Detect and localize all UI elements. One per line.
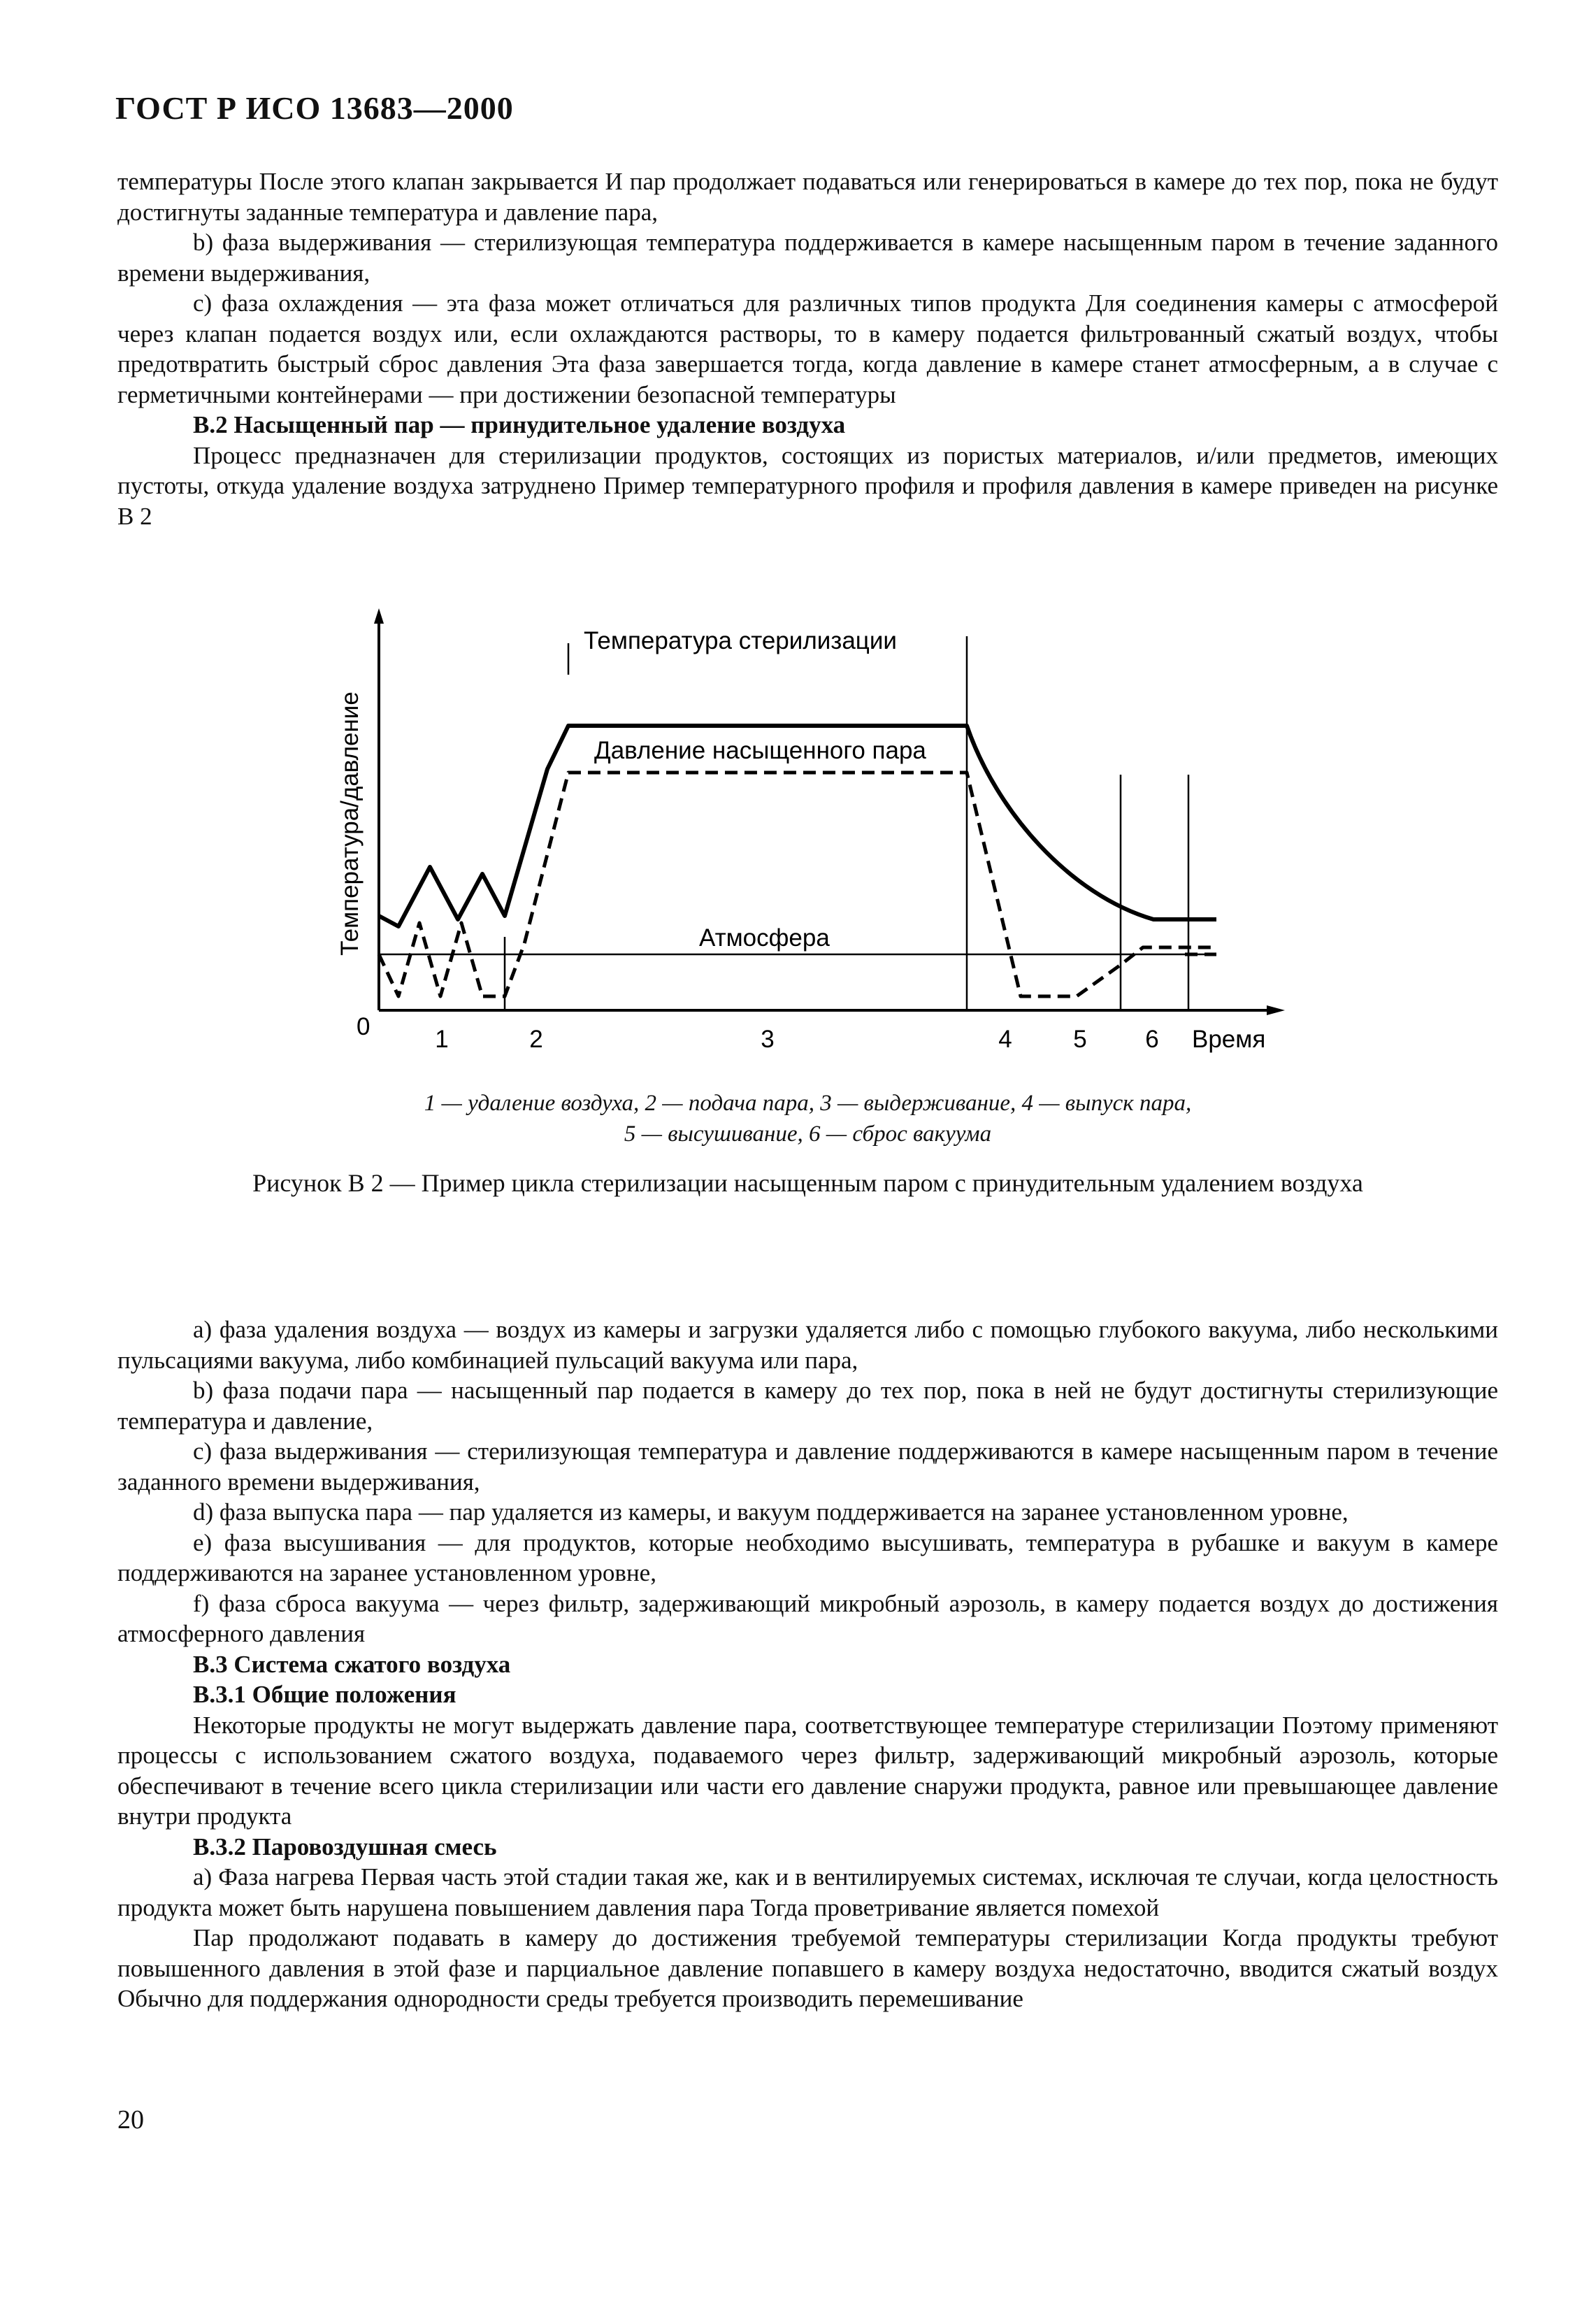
paragraph-compressed-air-general: Некоторые продукты не могут выдержать давление пара, соответствующее температуре стерилизации Поэтому применяют процессы с использованием сжатого воздуха, подаваемого через фильтр, задерживающий микробный аэрозоль, которые обеспечивают в течение всего цикла стерилизации или части его давление снаружи продукта, равное или превышающее давление внутри продукта (117, 1711, 1498, 1830)
paragraph-steam-continued: Пар продолжают подавать в камеру до достижения требуемой температуры стерилизации Когда продукты требуют повышенного давления в этой фазе и парциальное давление попавшего в камеру воздуха недостаточно, вводится сжатый воздух Обычно для поддержания однородности среды требуется производить перемешивание (117, 1924, 1498, 2012)
paragraph-temperature-continued: температуры После этого клапан закрывается И пар продолжает подаваться или генерироваться в камере до тех пор, пока не будут достигнуты заданные температура и давление пара, (117, 168, 1498, 226)
top-text-block (117, 166, 1498, 531)
paragraph-cooling-phase: c) фаза охлаждения — эта фаза может отличаться для различных типов продукта Для соединения камеры с атмосферой через клапан подается воздух или, если охлаждаются растворы, то в камеру подается фильтрованный сжатый воздух, чтобы предотвратить быстрый сброс давления Эта фаза завершается тогда, когда давление в камере станет атмосферным, а в случае с герметичными контейнерами — при достижении безопасной температуры (117, 289, 1498, 408)
figure-legend-line-1: 1 — удаление воздуха, 2 — подача пара, 3 — выдерживание, 4 — выпуск пара, (424, 1091, 1192, 1116)
paragraph-vacuum-release-phase: f) фаза сброса вакуума — через фильтр, задерживающий микробный аэрозоль, в камеру подается воздух до достижения атмосферного давления (117, 1589, 1498, 1647)
phase-label-2: 2 (529, 1026, 543, 1053)
label-atmosphere: Атмосфера (699, 924, 830, 952)
section-heading-b3: B.3 Система сжатого воздуха (193, 1650, 511, 1678)
paragraph-drying-phase: e) фаза высушивания — для продуктов, которые необходимо высушивать, температура в рубашке и вакуум в камере поддерживаются на заранее установленном уровне, (117, 1528, 1498, 1586)
section-heading-b31: B.3.1 Общие положения (193, 1681, 456, 1708)
phase-label-3: 3 (761, 1026, 775, 1053)
section-heading-b2: B.2 Насыщенный пар — принудительное удаление воздуха (193, 411, 846, 438)
paragraph-holding-phase: b) фаза выдерживания — стерилизующая температура поддерживается в камере насыщенным паром в течение заданного времени выдерживания, (117, 229, 1498, 287)
origin-label: 0 (357, 1013, 371, 1040)
y-axis-arrow (374, 608, 384, 624)
paragraph-steam-supply-phase: b) фаза подачи пара — насыщенный пар подается в камеру до тех пор, пока в ней не будут достигнуты стерилизующие температура и давление, (117, 1377, 1498, 1435)
paragraph-steam-release-phase: d) фаза выпуска пара — пар удаляется из камеры, и вакуум поддерживается на заранее установленном уровне, (193, 1498, 1349, 1526)
label-temperature: Температура стерилизации (584, 627, 897, 654)
section-heading-b32: B.3.2 Паровоздушная смесь (193, 1832, 497, 1860)
paragraph-holding-phase-b2: c) фаза выдерживания — стерилизующая температура и давление поддерживаются в камере насыщенным паром в течение заданного времени выдерживания, (117, 1437, 1498, 1495)
phase-label-4: 4 (998, 1026, 1012, 1053)
paragraph-heating-phase: a) Фаза нагрева Первая часть этой стадии такая же, как и в вентилируемых системах, исключая те случаи, когда целостность продукта может быть нарушена повышением давления пара Тогда проветривание является помехой (117, 1863, 1498, 1921)
x-axis-arrow (1267, 1005, 1285, 1015)
paragraph-air-removal-phase: a) фаза удаления воздуха — воздух из камеры и загрузки удаляется либо с помощью глубокого вакуума, либо несколькими пульсациями вакуума, либо комбинацией пульсаций вакуума или пара, (117, 1316, 1498, 1374)
paragraph-b2-intro: Процесс предназначен для стерилизации продуктов, состоящих из пористых материалов, и/или предметов, имеющих пустоты, откуда удаление воздуха затруднено Пример температурного профиля и профиля давления в камере приведен на рисунке B 2 (117, 441, 1498, 530)
x-axis-label: Время (1192, 1026, 1266, 1053)
phase-label-1: 1 (435, 1026, 449, 1053)
phase-label-5: 5 (1073, 1026, 1087, 1053)
document-header: ГОСТ Р ИСО 13683—2000 (115, 90, 514, 126)
label-pressure: Давление насыщенного пара (594, 737, 926, 764)
figure-legend-line-2: 5 — высушивание, 6 — сброс вакуума (624, 1121, 992, 1147)
page-number: 20 (117, 2105, 144, 2135)
chart-svg (329, 608, 1293, 1084)
y-axis-label: Температура/давление (336, 691, 364, 956)
bottom-text-block (117, 1314, 1498, 2014)
figure-b2-chart (329, 608, 1293, 1084)
figure-caption: Рисунок B 2 — Пример цикла стерилизации насыщенным паром с принудительным удалением воздуха (252, 1169, 1363, 1197)
phase-label-6: 6 (1145, 1026, 1159, 1053)
